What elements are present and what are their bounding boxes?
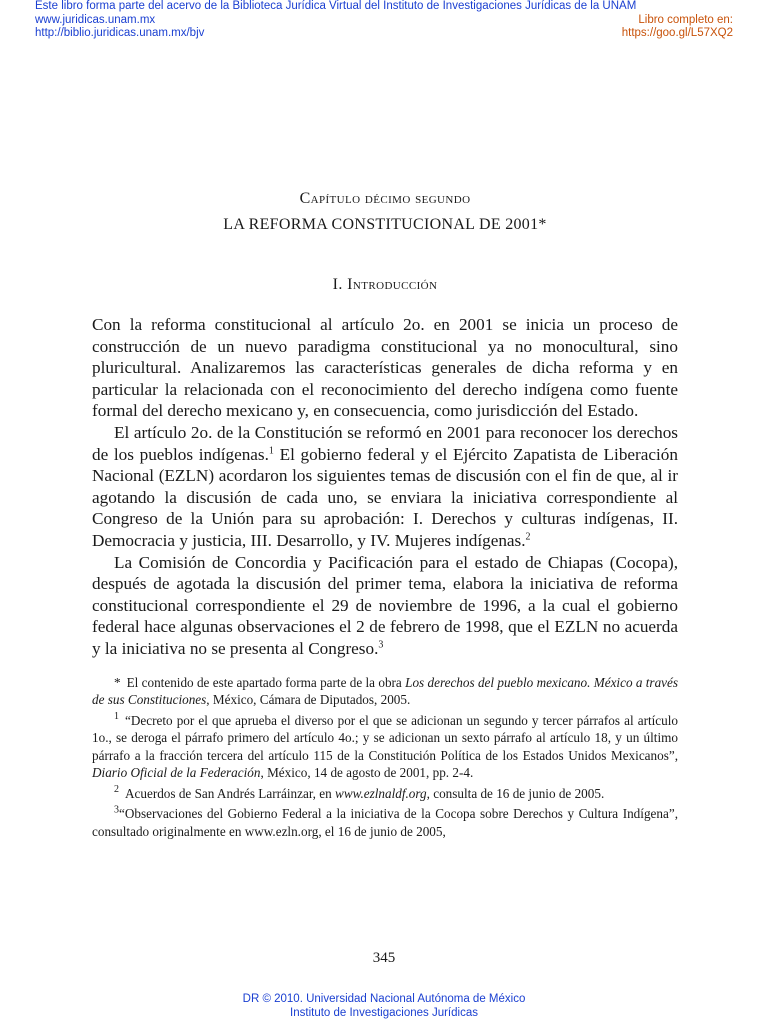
body-text [92, 314, 678, 660]
footnote-mark: * [114, 674, 121, 690]
copyright-footer [0, 992, 768, 1020]
footnote-mark: 1 [114, 711, 119, 723]
footnote-ref-1[interactable]: 1 [268, 444, 274, 456]
footnote-star: * El contenido de este apartado forma parte de la obra Los derechos del pueblo mexicano. México a través de sus Constituciones, México, Cámara de Diputados, 2005. [92, 674, 678, 707]
book-page [92, 190, 678, 843]
paragraph-1: Con la reforma constitucional al artículo 2o. en 2001 se inicia un proceso de construcción de un nuevo paradigma constitucional ya no monocultural, sino pluricultural. Analizaremos las características generales de dicha reforma y en particular la relacionada con el reconocimiento del derecho indígena como fuente formal del derecho mexicano y, en consecuencia, como jurisdicción del Estado. [92, 315, 678, 421]
footnote-ref-2[interactable]: 2 [525, 531, 531, 543]
footnote-mark: 3 [114, 804, 119, 816]
paragraph-2: El artículo 2o. de la Constitución se reformó en 2001 para reconocer los derechos de los pueblos indígenas.$^1$ El gobierno federal y el Ejército Zapatista de Liberación Nacional (EZLN) acordaron los siguientes temas de discusión con el fin de que, al ir agotando la discusión de cada uno, se enviara la iniciativa correspondiente al Congreso de la Unión para su aprobación: I. Derechos y culturas indígenas, II. Democracia y justicia, III. Desarrollo, y IV. Mujeres indígenas.$^2$ [92, 422, 678, 550]
paragraph-3: La Comisión de Concordia y Pacificación para el estado de Chiapas (Cocopa), después de agotada la discusión del primer tema, elabora la iniciativa de reforma constitucional correspondiente el 29 de noviembre de 1996, a la cual el gobierno federal hace algunas observaciones el 2 de febrero de 1998, que el EZLN no acuerda y la iniciativa no se presenta al Congreso.$^3$ [92, 552, 678, 658]
footnotes [92, 674, 678, 841]
copyright-line: DR © 2010. Universidad Nacional Autónoma de México [242, 993, 526, 1005]
footnote-ref-3[interactable]: 3 [378, 639, 384, 651]
footnote-3: $^3$“Observaciones del Gobierno Federal a la iniciativa de la Cocopa sobre Derechos y Cultura Indígena”, consultado originalmente en www.ezln.org, el 16 de junio de 2005, [92, 804, 678, 839]
chapter-label: Capítulo décimo segundo [299, 190, 471, 207]
footnote-mark: 2 [114, 784, 119, 796]
full-book-label: Libro completo en: [638, 13, 733, 26]
institute-line: Instituto de Investigaciones Jurídicas [290, 1007, 478, 1019]
banner-notice: Este libro forma parte del acervo de la Biblioteca Jurídica Virtual del Instituto de Investigaciones Jurídicas de la UNAM [35, 0, 637, 12]
chapter-title: LA REFORMA CONSTITUCIONAL DE 2001* [223, 216, 547, 233]
bjv-link[interactable]: http://biblio.juridicas.unam.mx/bjv [35, 27, 205, 39]
library-banner [0, 0, 768, 41]
page-number: 345 [372, 950, 396, 966]
footnote-1: $^1$ “Decreto por el que aprueba el diverso por el que se adicionan un segundo y tercer párrafos al artículo 1o., se deroga el párrafo primero del artículo 4o.; y se adicionan un sexto párrafo al artículo 18, y un último párrafo a la fracción tercera del artículo 115 de la Constitución Política de los Estados Unidos Mexicanos”, Diario Oficial de la Federación, México, 14 de agosto de 2001, pp. 2-4. [92, 711, 678, 780]
site-link[interactable]: www.juridicas.unam.mx [35, 13, 156, 26]
section-title: I. Introducción [332, 276, 438, 293]
footnote-2: $^2$ Acuerdos de San Andrés Larráinzar, en www.ezlnaldf.org, consulta de 16 de junio de 2005. [114, 784, 605, 801]
full-book-link[interactable]: https://goo.gl/L57XQ2 [621, 27, 733, 39]
footnote-spacer [92, 660, 678, 674]
